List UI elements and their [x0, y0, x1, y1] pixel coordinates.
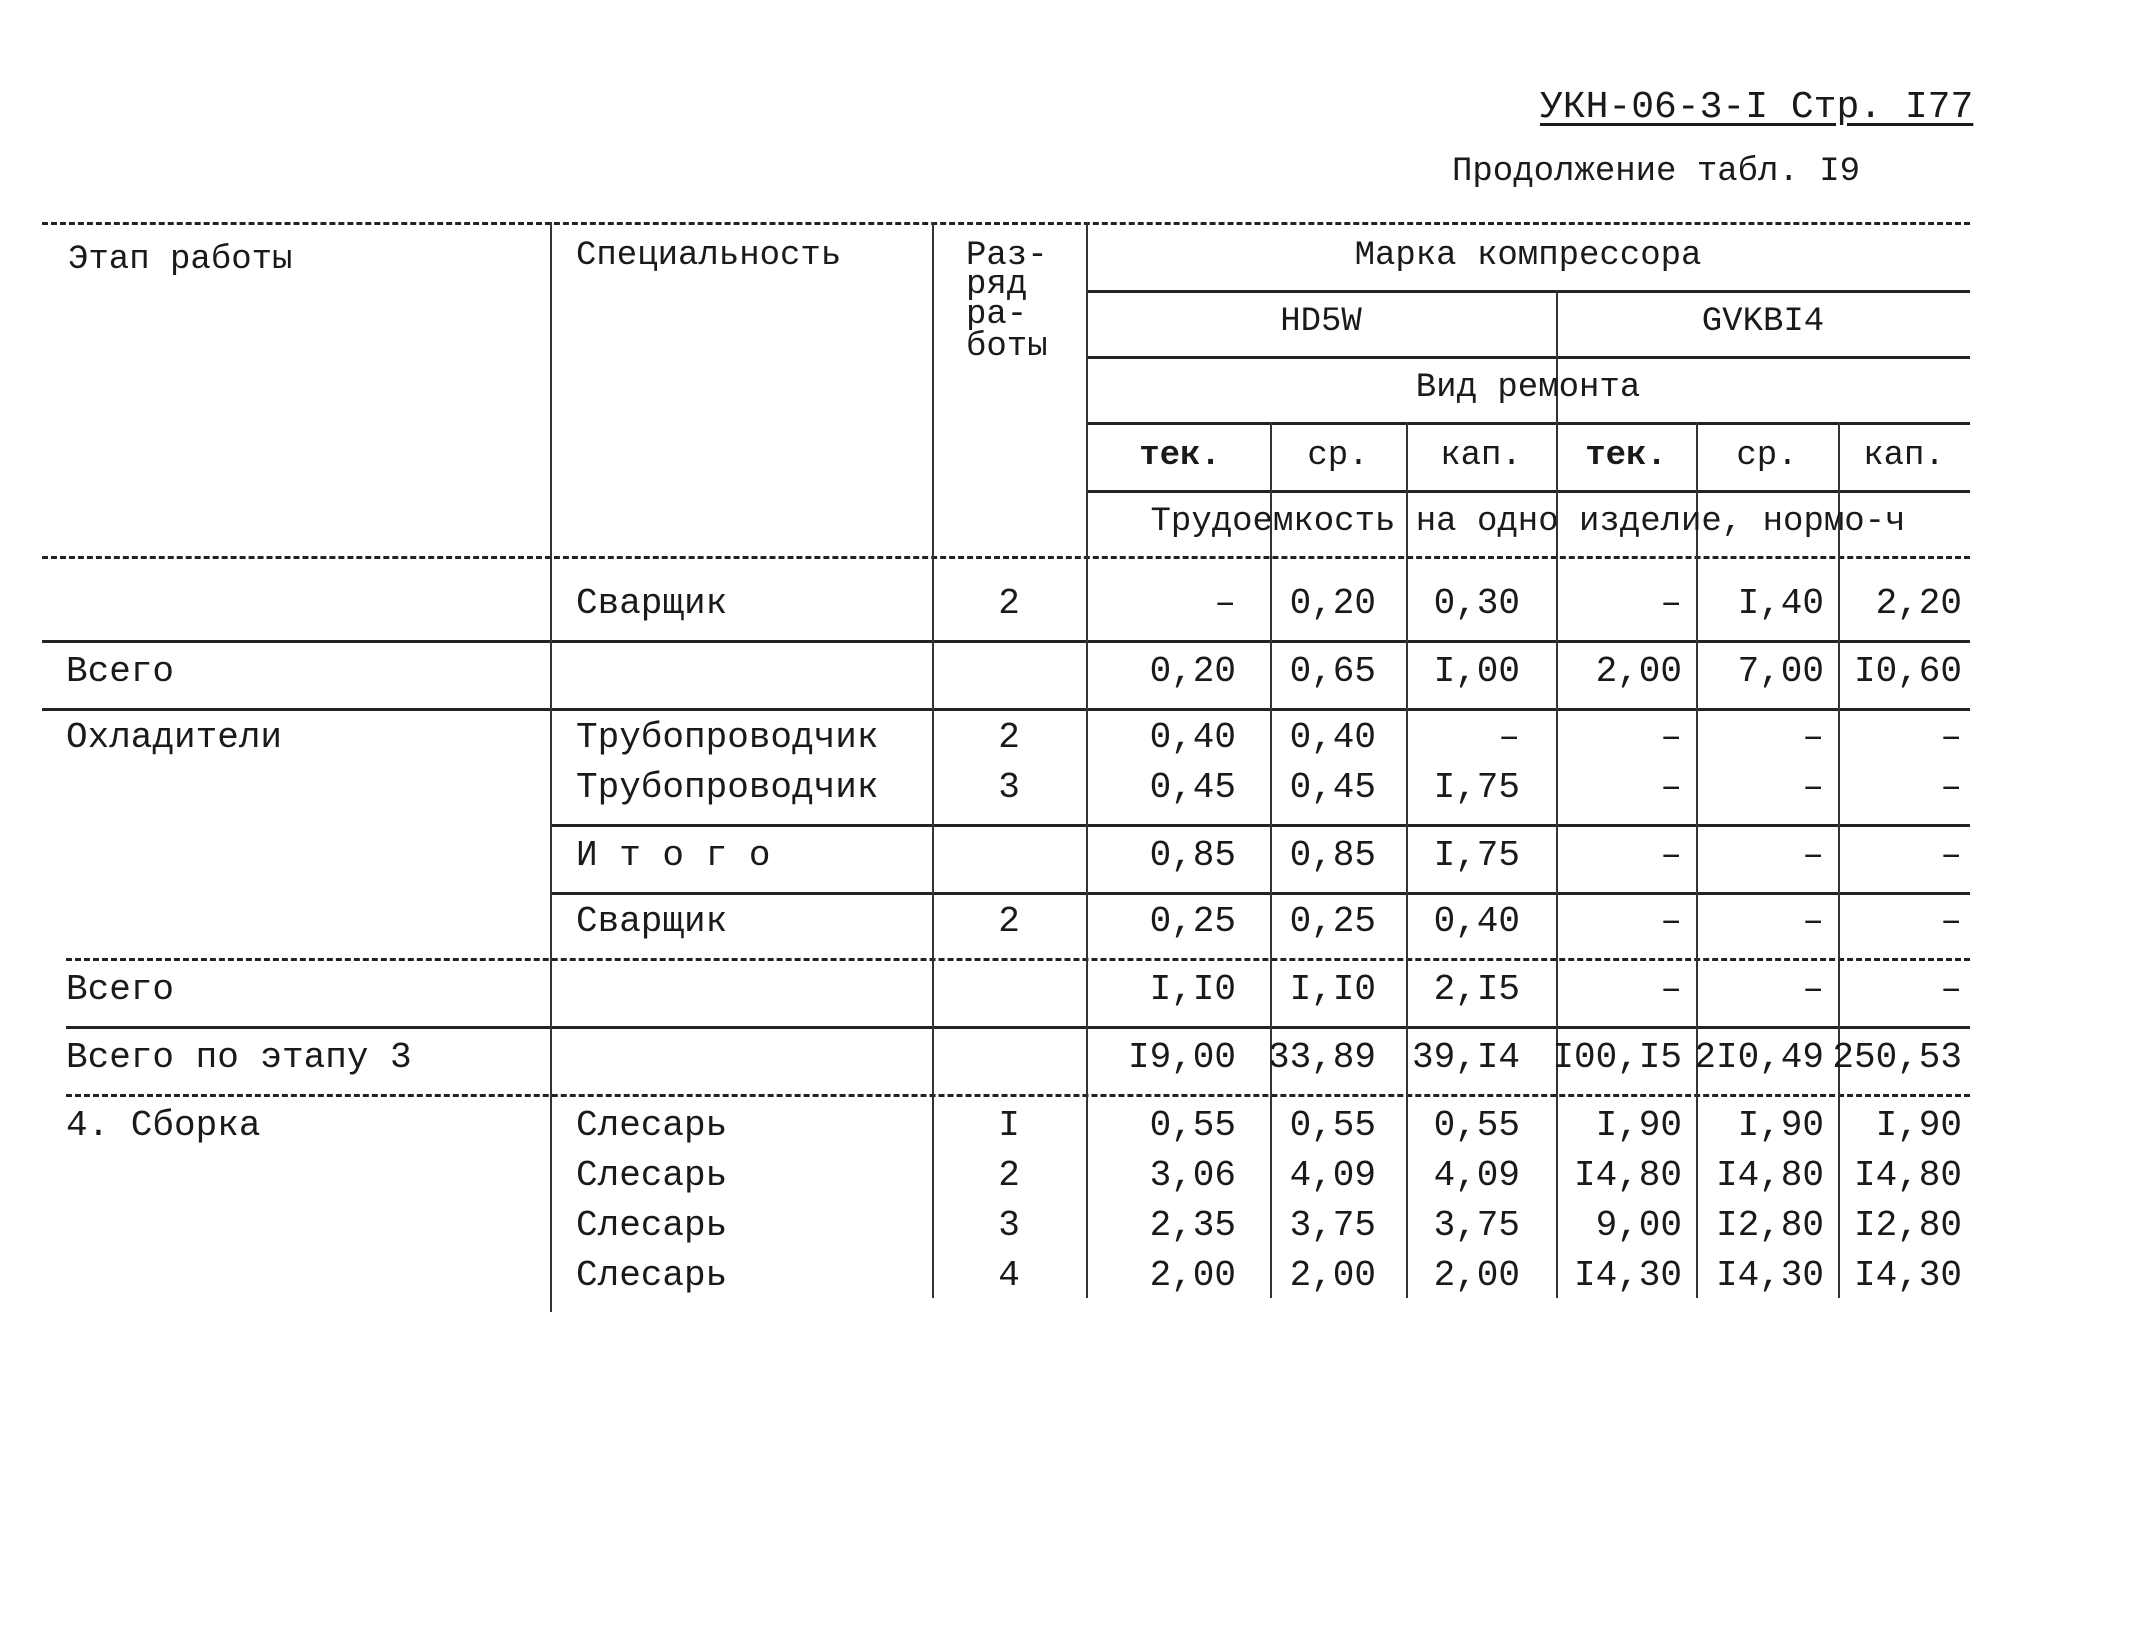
row-value-col1: 0,55	[1149, 1105, 1236, 1146]
row-value-col3: 2,I5	[1433, 969, 1520, 1010]
row-value-col5: 7,00	[1737, 651, 1824, 692]
row-value-col4: I4,30	[1573, 1255, 1682, 1296]
row-grade: 3	[998, 1205, 1020, 1246]
row-value-col5: I2,80	[1715, 1205, 1824, 1246]
rule-row3	[550, 824, 1970, 827]
row-value-col3: 0,40	[1433, 901, 1520, 942]
row-grade: I	[998, 1105, 1020, 1146]
row-value-col6: I4,80	[1853, 1155, 1962, 1196]
row-value-col1: 2,00	[1149, 1255, 1236, 1296]
row-grade: 3	[998, 767, 1020, 808]
row-stage: Охладители	[66, 717, 283, 758]
row-value-col5: I,90	[1737, 1105, 1824, 1146]
row-value-col3: –	[1498, 717, 1520, 758]
row-value-col1: 0,25	[1149, 901, 1236, 942]
rule-header-bottom	[42, 556, 1970, 559]
row-value-col5: I,40	[1737, 583, 1824, 624]
row-value-col5: 2I0,49	[1694, 1037, 1824, 1078]
row-value-col5: –	[1802, 835, 1824, 876]
rule-row6	[66, 1026, 1970, 1029]
row-value-col4: –	[1660, 901, 1682, 942]
header-grade-line4: боты	[966, 328, 1048, 366]
row-value-col4: 2,00	[1595, 651, 1682, 692]
row-specialty: Трубопроводчик	[576, 717, 879, 758]
row-value-col3: 39,I4	[1411, 1037, 1520, 1078]
row-value-col1: –	[1214, 583, 1236, 624]
row-value-col2: 33,89	[1267, 1037, 1376, 1078]
row-value-col6: 2,20	[1875, 583, 1962, 624]
row-value-col2: 0,55	[1289, 1105, 1376, 1146]
row-grade: 4	[998, 1255, 1020, 1296]
row-specialty: Сварщик	[576, 583, 728, 624]
row-value-col4: I00,I5	[1552, 1037, 1682, 1078]
row-stage: Всего	[66, 969, 175, 1010]
header-stage: Этап работы	[68, 241, 293, 279]
row-grade: 2	[998, 1155, 1020, 1196]
row-specialty: И т о г о	[576, 835, 771, 876]
row-stage: Всего по этапу 3	[66, 1037, 412, 1078]
row-value-col3: 4,09	[1433, 1155, 1520, 1196]
subheader-a-capital: кап.	[1440, 437, 1522, 475]
row-stage: Всего	[66, 651, 175, 692]
row-value-col3: 2,00	[1433, 1255, 1520, 1296]
row-value-col1: 0,20	[1149, 651, 1236, 692]
row-specialty: Слесарь	[576, 1155, 728, 1196]
row-value-col3: 0,30	[1433, 583, 1520, 624]
row-stage: 4. Сборка	[66, 1105, 261, 1146]
row-specialty: Сварщик	[576, 901, 728, 942]
row-specialty: Слесарь	[576, 1105, 728, 1146]
row-value-col5: I4,30	[1715, 1255, 1824, 1296]
rule-row5	[66, 958, 1970, 961]
row-value-col2: 0,65	[1289, 651, 1376, 692]
row-value-col2: 4,09	[1289, 1155, 1376, 1196]
row-value-col6: –	[1940, 767, 1962, 808]
row-value-col6: I4,30	[1853, 1255, 1962, 1296]
row-value-col2: 0,20	[1289, 583, 1376, 624]
row-grade: 2	[998, 717, 1020, 758]
rule-row2	[42, 708, 1970, 711]
row-value-col4: –	[1660, 969, 1682, 1010]
rule-top	[42, 222, 1970, 225]
rule-row1	[42, 640, 1970, 643]
row-value-col6: –	[1940, 835, 1962, 876]
row-value-col1: I,I0	[1149, 969, 1236, 1010]
subheader-a-current: тек.	[1139, 437, 1221, 475]
header-brand-hd5w: HD5W	[1280, 303, 1362, 341]
row-value-col2: 2,00	[1289, 1255, 1376, 1296]
row-value-col5: –	[1802, 901, 1824, 942]
row-value-col3: I,75	[1433, 767, 1520, 808]
subheader-b-capital: кап.	[1863, 437, 1945, 475]
row-value-col6: –	[1940, 969, 1962, 1010]
rule-row7	[66, 1094, 1970, 1097]
rule-brand	[1086, 290, 1970, 293]
row-value-col6: –	[1940, 901, 1962, 942]
header-grade-line1: Раз-	[966, 237, 1048, 275]
row-value-col1: 2,35	[1149, 1205, 1236, 1246]
header-specialty: Специальность	[576, 237, 842, 275]
row-value-col2: 0,45	[1289, 767, 1376, 808]
col-divider-stage	[550, 222, 552, 1312]
subheader-b-current: тек.	[1585, 437, 1667, 475]
row-value-col3: I,75	[1433, 835, 1520, 876]
row-value-col5: –	[1802, 969, 1824, 1010]
row-specialty: Слесарь	[576, 1205, 728, 1246]
header-compressor-brand: Марка компрессора	[1354, 237, 1702, 275]
row-value-col3: 3,75	[1433, 1205, 1520, 1246]
row-value-col6: I2,80	[1853, 1205, 1962, 1246]
row-value-col4: I,90	[1595, 1105, 1682, 1146]
row-grade: 2	[998, 901, 1020, 942]
row-value-col5: I4,80	[1715, 1155, 1824, 1196]
row-value-col1: 0,40	[1149, 717, 1236, 758]
row-value-col4: –	[1660, 835, 1682, 876]
header-repair-type: Вид ремонта	[1415, 369, 1641, 407]
row-grade: 2	[998, 583, 1020, 624]
header-labor-unit: Трудоемкость на одно изделие, нормо-ч	[1150, 503, 1906, 541]
table-continuation-label: Продолжение табл. I9	[1452, 153, 1861, 191]
row-value-col1: 3,06	[1149, 1155, 1236, 1196]
row-value-col4: –	[1660, 717, 1682, 758]
row-value-col4: I4,80	[1573, 1155, 1682, 1196]
rule-brand-names	[1086, 356, 1970, 359]
row-value-col3: I,00	[1433, 651, 1520, 692]
row-value-col5: –	[1802, 767, 1824, 808]
row-value-col2: I,I0	[1289, 969, 1376, 1010]
row-value-col1: I9,00	[1127, 1037, 1236, 1078]
header-grade-line3: ра-	[966, 296, 1028, 334]
document-code: УКН-06-3-I Стр. I77	[1540, 86, 1974, 129]
row-specialty: Трубопроводчик	[576, 767, 879, 808]
row-specialty: Слесарь	[576, 1255, 728, 1296]
row-value-col2: 0,85	[1289, 835, 1376, 876]
row-value-col5: –	[1802, 717, 1824, 758]
row-value-col6: –	[1940, 717, 1962, 758]
row-value-col1: 0,45	[1149, 767, 1236, 808]
subheader-a-medium: ср.	[1307, 437, 1369, 475]
header-grade-line2: ряд	[966, 266, 1028, 304]
row-value-col2: 0,40	[1289, 717, 1376, 758]
row-value-col2: 0,25	[1289, 901, 1376, 942]
subheader-b-medium: ср.	[1736, 437, 1798, 475]
row-value-col4: –	[1660, 583, 1682, 624]
row-value-col2: 3,75	[1289, 1205, 1376, 1246]
row-value-col3: 0,55	[1433, 1105, 1520, 1146]
row-value-col4: –	[1660, 767, 1682, 808]
header-brand-gvkbi4: GVKBI4	[1701, 303, 1825, 341]
row-value-col4: 9,00	[1595, 1205, 1682, 1246]
row-value-col6: I0,60	[1853, 651, 1962, 692]
row-value-col1: 0,85	[1149, 835, 1236, 876]
row-value-col6: 250,53	[1832, 1037, 1962, 1078]
rule-row4	[550, 892, 1970, 895]
row-value-col6: I,90	[1875, 1105, 1962, 1146]
